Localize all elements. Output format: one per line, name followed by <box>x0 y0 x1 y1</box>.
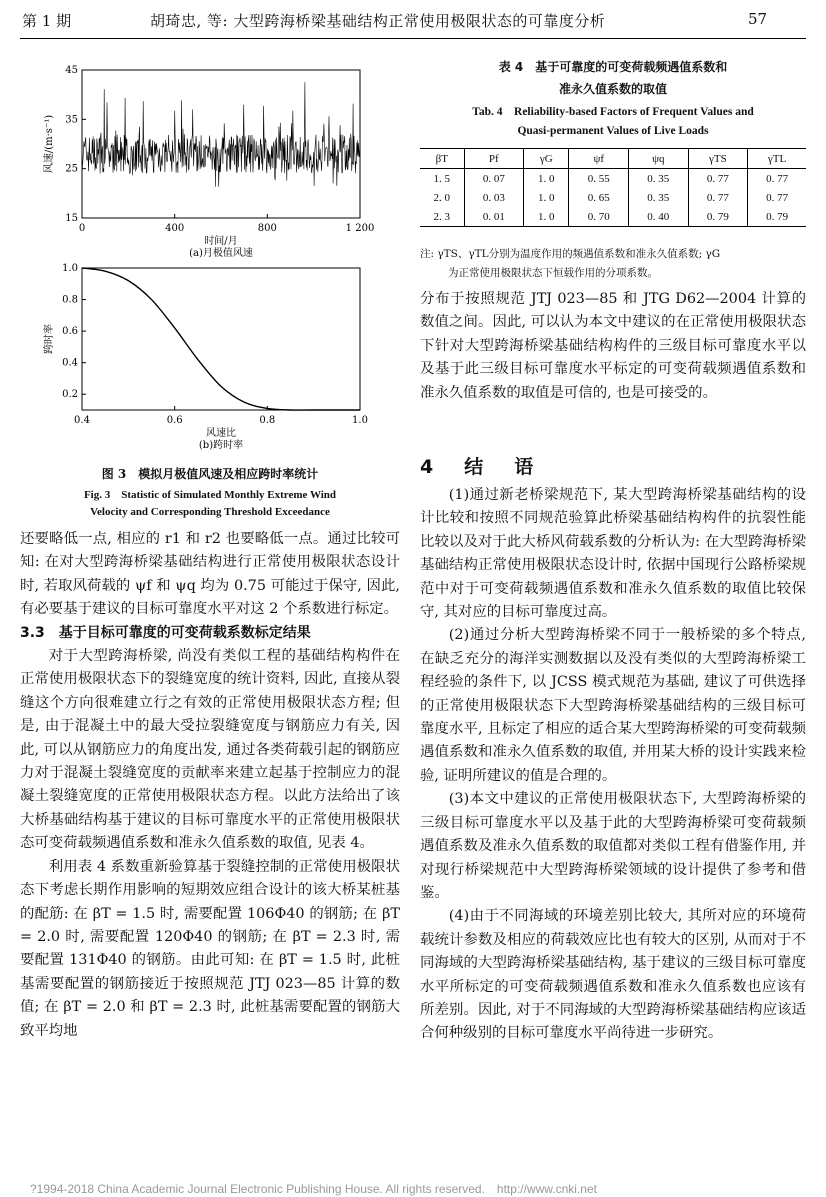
table-title-zh-2: 准永久值系数的取值 <box>558 82 667 96</box>
copyright-footer: ?1994-2018 China Academic Journal Electronic Publishing House. All rights reserved. http://www.cnki.net <box>30 1182 597 1196</box>
chart-a-series-line <box>82 82 360 187</box>
table-cell: 0. 65 <box>569 188 629 207</box>
table-4 <box>420 148 806 227</box>
table-note-line-1: 注: γTS、γTL分别为温度作用的频遇值系数和准永久值系数; γG <box>420 248 721 260</box>
table-header-cell: γTS <box>688 149 748 169</box>
conclusion-4: (4)由于不同海域的环境差别比较大, 其所对应的环境荷载统计参数及相应的荷载效应比也有较大的区别, 从而对于不同海域的大型跨海桥梁基础结构, 基于建议的三级目标可靠度水平所标定的可变荷载频遇值系数和准永久值系数也应该有所差别。因此, 对于不同海域的大型跨海桥梁基础结构应该适合何种级别的目标可靠度水平尚待进一步研究。 <box>420 908 806 1042</box>
chart-b-ytick-label: 0.2 <box>62 389 78 401</box>
table-note <box>420 245 806 283</box>
section-heading-3-3: 3.3 基于目标可靠度的可变荷载系数标定结果 <box>20 624 311 641</box>
chart-b-subtitle: (b)跨时率 <box>198 440 244 451</box>
chart-a-xtick-label: 1 200 <box>345 223 375 234</box>
table-cell: 0. 40 <box>629 207 689 227</box>
header-rule <box>20 38 806 39</box>
page-number: 57 <box>748 10 768 28</box>
chart-b-frame <box>82 268 360 410</box>
chart-a-ytick-label: 45 <box>65 65 78 76</box>
chart-a-subtitle: (a)月极值风速 <box>189 248 253 259</box>
table-cell: 0. 77 <box>688 169 748 189</box>
table-cell: 1. 0 <box>524 207 569 227</box>
section-heading-4: 4 结 语 <box>420 456 540 478</box>
table-header-cell: Pf <box>464 149 524 169</box>
left-paragraph-3: 利用表 4 系数重新验算基于裂缝控制的正常使用极限状态下考虑长期作用影响的短期效应组合设计的该大桥某桩基的配筋: 在 βT = 1.5 时, 需要配置 106Φ40 的钢筋; 在 βT = 2.0 时, 需要配置 120Φ40 的钢筋; 在 βT = 2.3 时, 需要配置 131Φ40 的钢筋。由此可知: 在 βT = 1.5 时, 此桩基需要配置的钢筋接近于按照规范 JTJ 023—85 计算的数值; 在 βT = 2.0 和 βT = 2.3 时, 此桩基需要配置的钢筋大致平均地 <box>20 858 400 1039</box>
chart-a-ytick-label: 15 <box>65 213 78 224</box>
table-header-row <box>420 149 806 169</box>
chart-a-ytick-label: 25 <box>65 163 78 175</box>
chart-a-xlabel: 时间/月 <box>204 236 238 247</box>
left-column <box>20 528 400 1043</box>
figure-caption-en-2: Velocity and Corresponding Threshold Exceedance <box>90 506 330 518</box>
chart-a-ytick-label: 35 <box>65 114 78 126</box>
table-header-cell: βT <box>420 149 464 169</box>
chart-b-xtick-label: 0.6 <box>166 415 183 426</box>
chart-b-xtick-label: 0.4 <box>74 415 90 426</box>
table-cell: 0. 35 <box>629 169 689 189</box>
table-cell: 0. 55 <box>569 169 629 189</box>
table-cell: 0. 77 <box>748 169 806 189</box>
table-row <box>420 188 806 207</box>
table-cell: 0. 01 <box>464 207 524 227</box>
figure-caption-zh: 图 3 模拟月极值风速及相应跨时率统计 <box>101 467 319 481</box>
table-header-cell: γG <box>524 149 569 169</box>
table-cell: 0. 77 <box>688 188 748 207</box>
table-cell: 1. 0 <box>524 169 569 189</box>
figure-3 <box>20 58 400 528</box>
conclusion-1: (1)通过新老桥梁规范下, 某大型跨海桥梁基础结构的设计比较和按照不同规范验算此桥梁基础结构构件的抗裂性能比较以及对于此大桥风荷载系数的分析认为: 在大型跨海桥梁基础结构正常使用极限状态设计时, 依据中国现行公路桥梁规范中对于可变荷载频遇值系数和准永久值系数的取值比较保守, 其对应的目标可靠度过高。 <box>420 487 806 621</box>
right-column-conclusions <box>420 484 806 1046</box>
chart-a-xtick-label: 0 <box>78 223 86 234</box>
chart-b-ytick-label: 0.6 <box>62 326 78 338</box>
table-title-en-2: Quasi-permanent Values of Live Loads <box>517 125 709 137</box>
chart-a-xtick-label: 800 <box>257 223 277 234</box>
figure-3-charts <box>20 58 400 458</box>
chart-a-xtick-label: 400 <box>165 223 185 234</box>
table-title-en-1: Tab. 4 Reliability-based Factors of Frequent Values and <box>472 106 754 118</box>
conclusion-3: (3)本文中建议的正常使用极限状态下, 大型跨海桥梁的三级目标可靠度水平以及基于此的大型跨海桥梁可变荷载频遇值系数及准永久值系数的取值都对类似工程有借鉴作用, 并对现行桥梁规范中大型跨海桥梁领域的设计提供了参考和借鉴。 <box>420 791 806 901</box>
table-cell: 1. 5 <box>433 172 451 185</box>
left-paragraph-1: 还要略低一点, 相应的 r1 和 r2 也要略低一点。通过比较可知: 在对大型跨海桥梁基础结构进行正常使用极限状态设计时, 若取风荷载的 ψf 和 ψq 均为 0.75 可能过于保守, 因此, 有必要基于建议的目标可靠度水平对这 2 个系数进行标定。 <box>20 531 400 618</box>
table-cell: 0. 77 <box>748 188 806 207</box>
table-header-cell: ψq <box>629 149 689 169</box>
chart-a-frame <box>82 70 360 218</box>
figure-caption-en-1: Fig. 3 Statistic of Simulated Monthly Extreme Wind <box>83 489 337 501</box>
conclusion-2: (2)通过分析大型跨海桥梁不同于一般桥梁的多个特点, 在缺乏充分的海洋实测数据以及没有类似的大型跨海桥梁工程经验的条件下, 以 JCSS 模式规范为基础, 建议了可供选择的正常使用极限状态下大型跨海桥梁基础结构的三级目标可靠度水平, 且标定了相应的适合某大型跨海桥梁的可变荷载频遇值系数和准永久值系数的取值, 并用某大桥的设计实践来检验, 证明所建议的值是合理的。 <box>420 627 806 784</box>
table-cell: 0. 79 <box>748 207 806 227</box>
table-header-cell: ψf <box>569 149 629 169</box>
chart-a <box>42 65 374 259</box>
right-column-top <box>420 288 806 405</box>
chart-b-ylabel: 跨时率 <box>44 324 55 354</box>
table-cell: 0. 70 <box>569 207 629 227</box>
table-cell: 2. 3 <box>420 207 464 227</box>
table-note-line-2: 为正常使用极限状态下恒载作用的分项系数。 <box>448 267 658 279</box>
chart-b-series-line <box>82 268 360 410</box>
table-cell: 1. 0 <box>524 188 569 207</box>
chart-b-xtick-label: 0.8 <box>259 415 276 426</box>
table-row <box>420 169 806 189</box>
chart-b-ytick-label: 0.4 <box>62 357 78 369</box>
chart-b-ytick-label: 1.0 <box>62 263 78 274</box>
chart-b-xlabel: 风速比 <box>206 428 236 439</box>
issue-number: 第 1 期 <box>22 12 72 30</box>
table-header-cell: γTL <box>748 149 806 169</box>
right-paragraph-1: 分布于按照规范 JTJ 023—85 和 JTG D62—2004 计算的数值之间。因此, 可以认为本文中建议的在正常使用极限状态下针对大型跨海桥梁基础结构构件的三级目标可靠度水平以及基于此三级目标可靠度水平标定的可变荷载频遇值系数和准永久值系数的取值是可信的, 也是可接受的。 <box>420 291 806 401</box>
chart-b <box>42 263 368 451</box>
table-title-zh-1: 表 4 基于可靠度的可变荷载频遇值系数和 <box>498 60 728 74</box>
chart-b-xtick-label: 1.0 <box>352 415 368 426</box>
table-cell: 0. 07 <box>464 169 524 189</box>
table-row <box>420 207 806 227</box>
table-cell: 0. 35 <box>629 188 689 207</box>
chart-b-ytick-label: 0.8 <box>62 294 78 306</box>
table-cell: 0. 03 <box>464 188 524 207</box>
running-header <box>0 0 826 40</box>
table-cell: 2. 0 <box>433 191 451 204</box>
left-paragraph-2: 对于大型跨海桥梁, 尚没有类似工程的基础结构构件在正常使用极限状态下的裂缝宽度的统计资料, 因此, 直接从裂缝这个方向很难建立行之有效的正常使用极限状态方程; 但是, 由于混凝土中的最大受拉裂缝宽度与钢筋应力有关, 因此, 可以从钢筋应力的角度出发, 通过各类荷载引起的钢筋应力对于混凝土裂缝宽度的贡献率来建立起基于控制应力的混凝土裂缝宽度的正常使用极限状态方程。以此方法给出了该大桥基础结构基于建议的目标可靠度水平的正常使用极限状态可变荷载频遇值系数和准永久值系数的取值, 见表 4。 <box>20 648 400 852</box>
running-title: 胡琦忠, 等: 大型跨海桥梁基础结构正常使用极限状态的可靠度分析 <box>150 12 606 30</box>
chart-a-ylabel: 风速/(m·s⁻¹) <box>44 114 55 174</box>
table-cell: 0. 79 <box>688 207 748 227</box>
